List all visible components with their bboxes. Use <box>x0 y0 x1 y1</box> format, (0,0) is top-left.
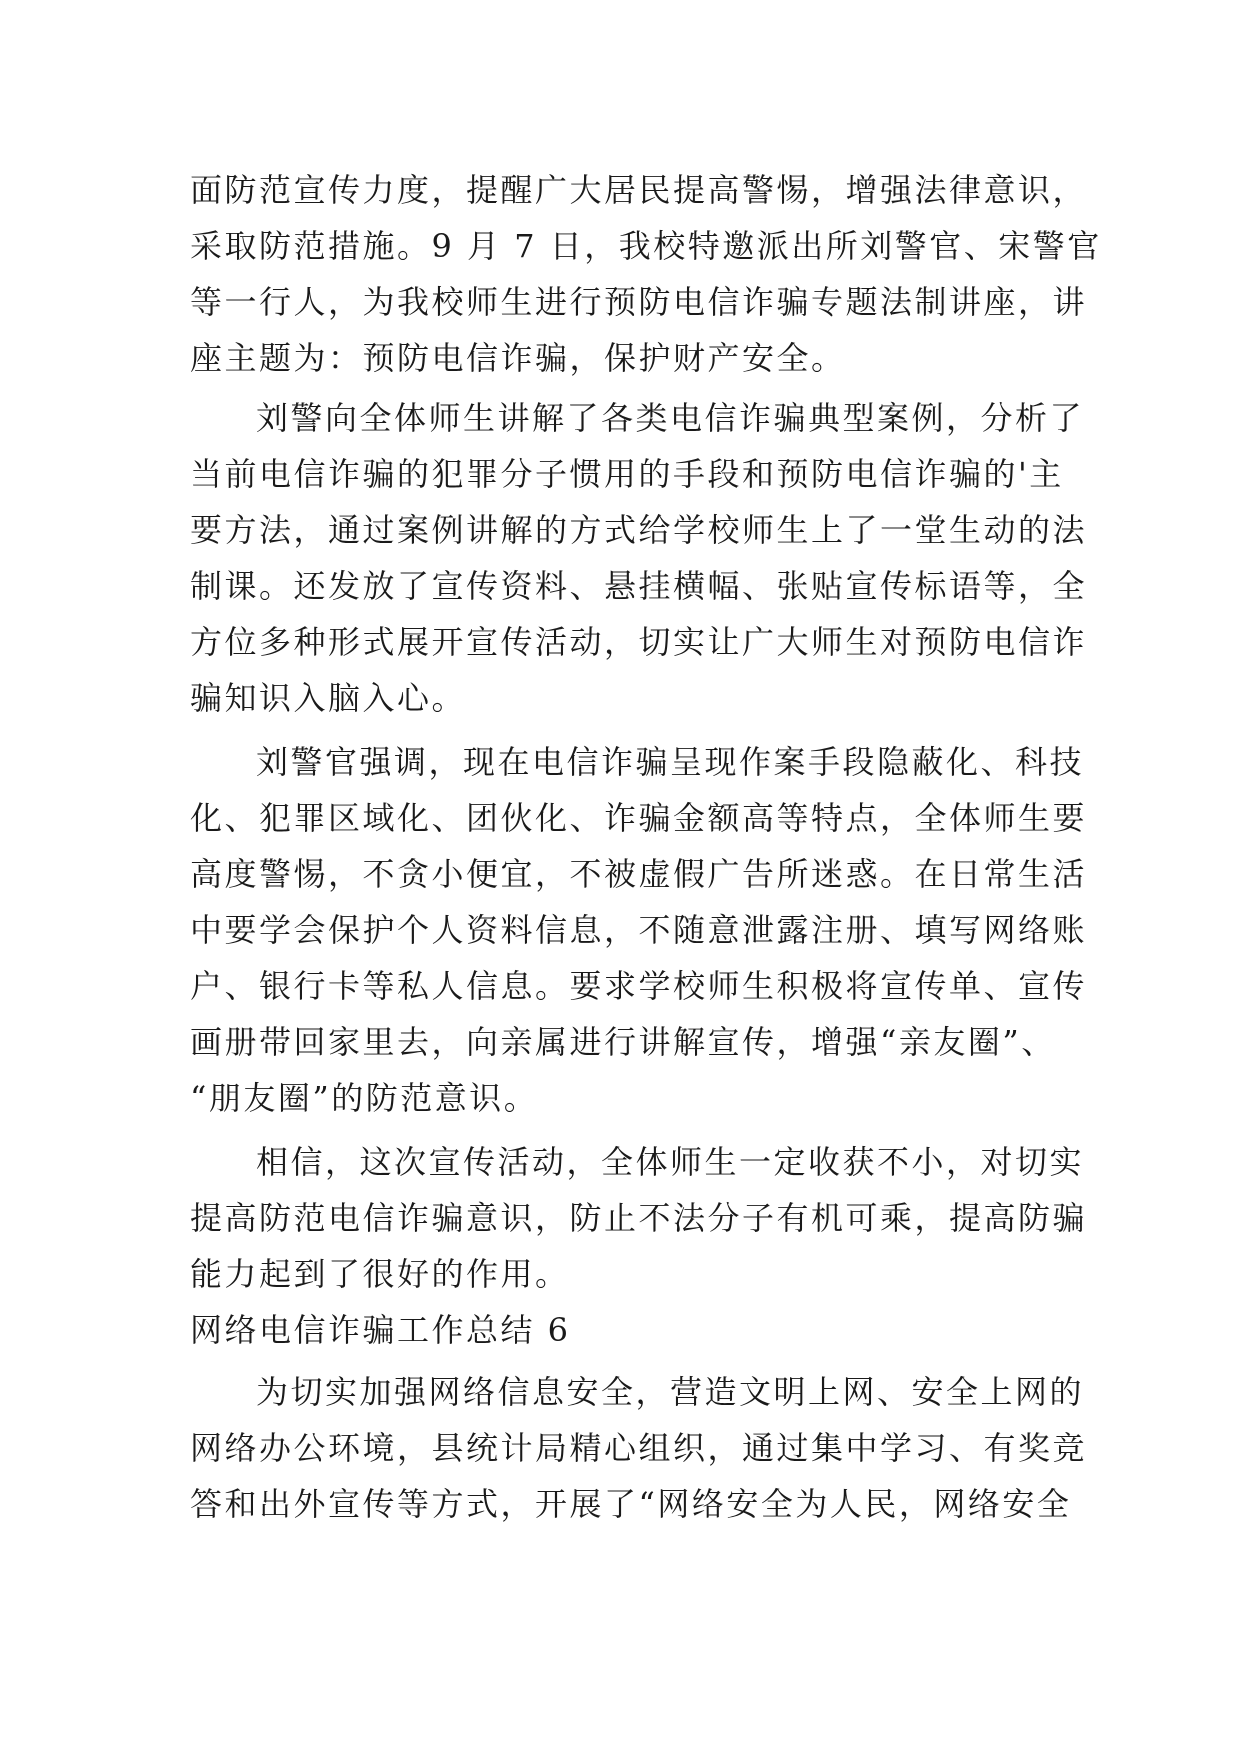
text-line: 能力起到了很好的作用。 <box>190 1255 570 1293</box>
text-line: 当前电信诈骗的犯罪分子惯用的手段和预防电信诈骗的'主 <box>190 455 1064 493</box>
paragraph-first-line: 刘警向全体师生讲解了各类电信诈骗典型案例，分析了 <box>256 399 1085 437</box>
paragraph-first-line: 刘警官强调，现在电信诈骗呈现作案手段隐蔽化、科技 <box>256 743 1085 781</box>
section-heading: 网络电信诈骗工作总结 6 <box>190 1311 571 1349</box>
text-line: 化、犯罪区域化、团伙化、诈骗金额高等特点，全体师生要 <box>190 799 1088 837</box>
text-line: 网络办公环境，县统计局精心组织，通过集中学习、有奖竞 <box>190 1429 1088 1467</box>
text-line: 骗知识入脑入心。 <box>190 679 467 717</box>
text-line: 提高防范电信诈骗意识，防止不法分子有机可乘，提高防骗 <box>190 1199 1088 1237</box>
text-line: 户、银行卡等私人信息。要求学校师生积极将宣传单、宣传 <box>190 967 1088 1005</box>
text-line: 面防范宣传力度，提醒广大居民提高警惕，增强法律意识， <box>190 171 1088 209</box>
text-line: 方位多种形式展开宣传活动，切实让广大师生对预防电信诈 <box>190 623 1088 661</box>
text-line: 画册带回家里去，向亲属进行讲解宣传，增强“亲友圈”、 <box>190 1023 1056 1061</box>
text-line: 座主题为：预防电信诈骗，保护财产安全。 <box>190 339 846 377</box>
paragraph-first-line: 为切实加强网络信息安全，营造文明上网、安全上网的 <box>256 1373 1085 1411</box>
text-line: 要方法，通过案例讲解的方式给学校师生上了一堂生动的法 <box>190 511 1088 549</box>
text-line: 中要学会保护个人资料信息，不随意泄露注册、填写网络账 <box>190 911 1088 949</box>
text-line: 答和出外宣传等方式，开展了“网络安全为人民，网络安全 <box>190 1485 1072 1523</box>
text-line: “朋友圈”的防范意识。 <box>190 1079 539 1117</box>
text-line: 高度警惕，不贪小便宜，不被虚假广告所迷惑。在日常生活 <box>190 855 1088 893</box>
text-line: 制课。还发放了宣传资料、悬挂横幅、张贴宣传标语等，全 <box>190 567 1088 605</box>
text-line: 等一行人，为我校师生进行预防电信诈骗专题法制讲座，讲 <box>190 283 1088 321</box>
text-line: 采取防范措施。9 月 7 日，我校特邀派出所刘警官、宋警官 <box>190 227 1102 265</box>
paragraph-first-line: 相信，这次宣传活动，全体师生一定收获不小，对切实 <box>256 1143 1085 1181</box>
